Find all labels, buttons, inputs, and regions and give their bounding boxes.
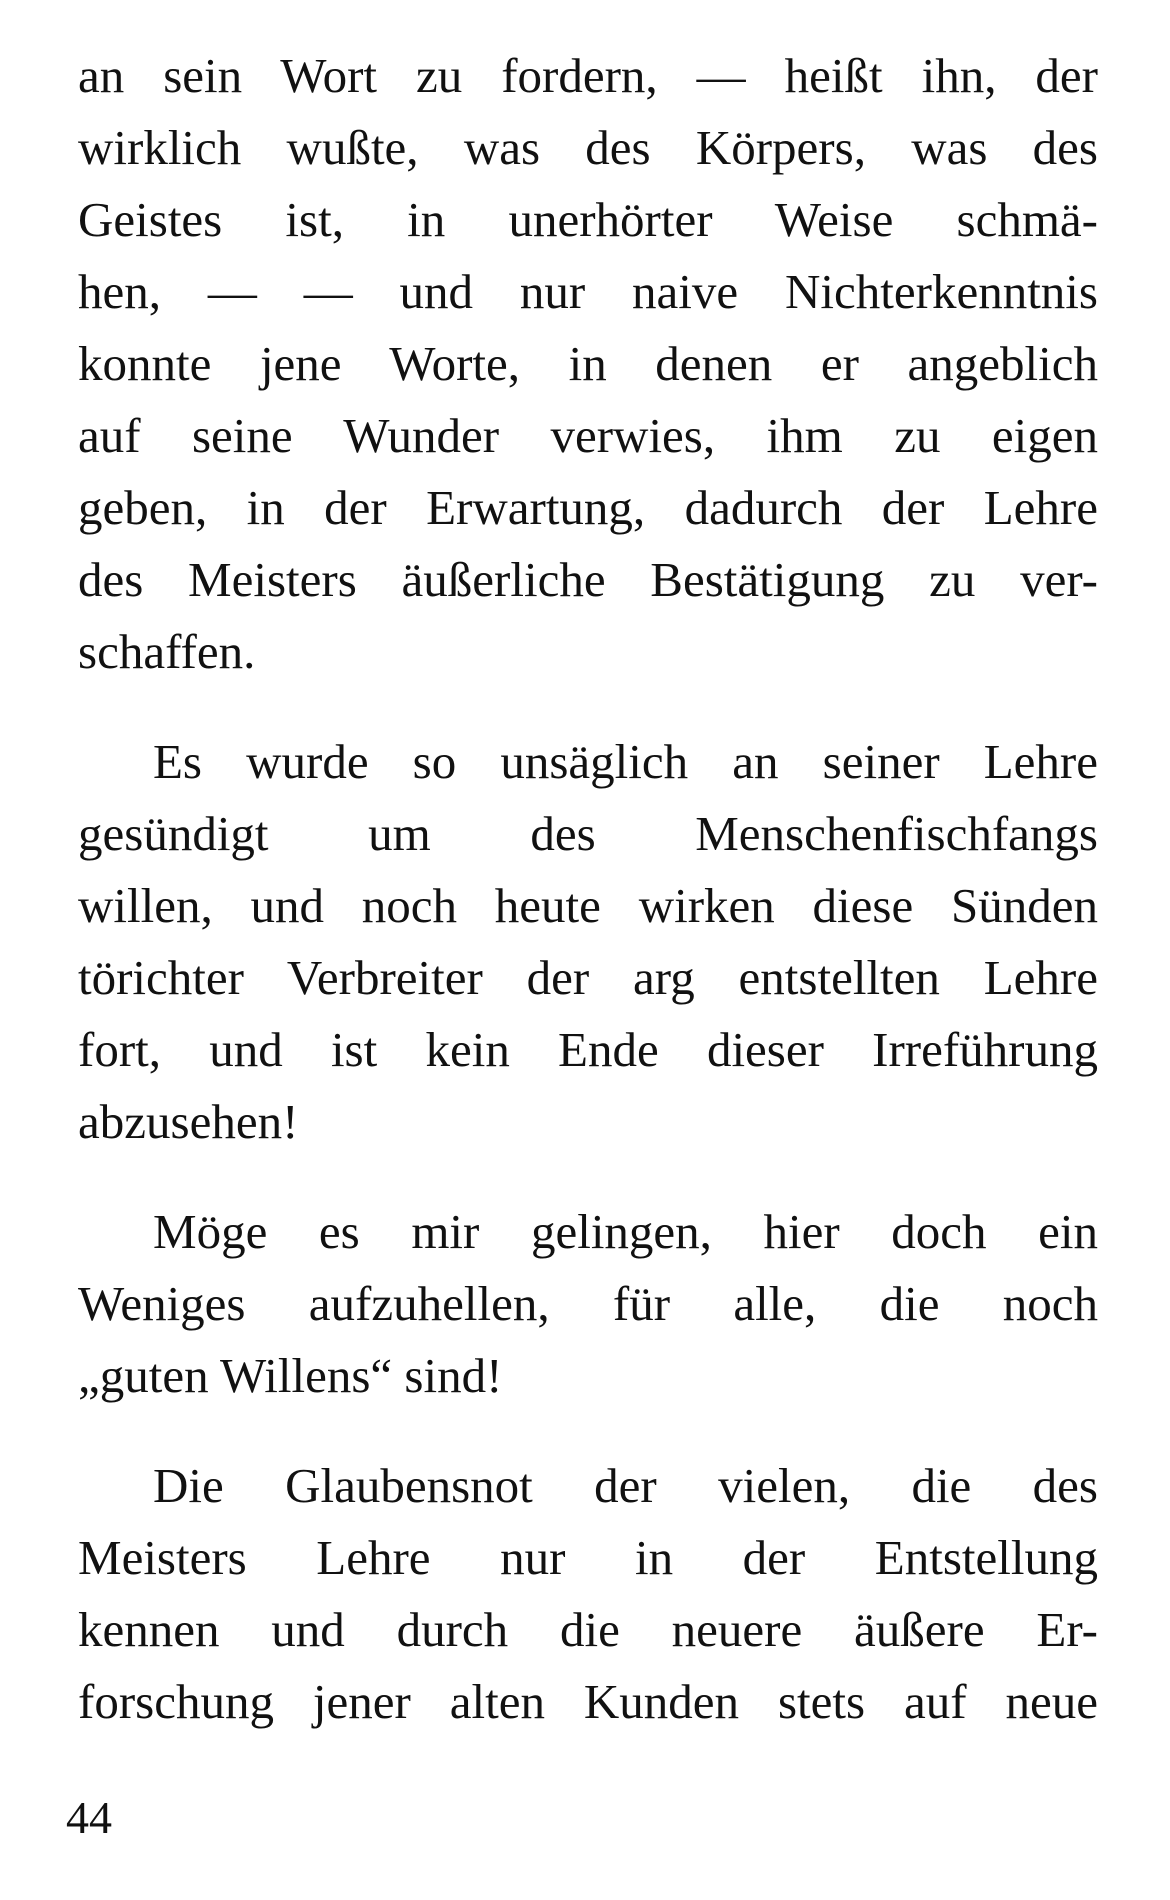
- text-line: törichter Verbreiter der arg entstellten Lehre: [78, 950, 1098, 1005]
- paragraph: [78, 40, 1098, 688]
- text-line: abzusehen!: [78, 1094, 299, 1149]
- paragraph-spacer: [78, 1412, 1098, 1450]
- page-number: 44: [66, 1792, 112, 1843]
- text-line: an sein Wort zu fordern, — heißt ihn, der: [78, 48, 1098, 103]
- text-line: auf seine Wunder verwies, ihm zu eigen: [78, 408, 1098, 463]
- text-line: Geistes ist, in unerhörter Weise schmä-: [78, 192, 1098, 247]
- text-line: geben, in der Erwartung, dadurch der Lehre: [78, 480, 1098, 535]
- text-line: fort, und ist kein Ende dieser Irreführung: [78, 1022, 1098, 1077]
- text-line: hen, — — und nur naive Nichterkenntnis: [78, 264, 1098, 319]
- text-line: Möge es mir gelingen, hier doch ein: [153, 1204, 1098, 1259]
- body-text: [78, 40, 1098, 1738]
- text-line: willen, und noch heute wirken diese Sünden: [78, 878, 1098, 933]
- paragraph-spacer: [78, 688, 1098, 726]
- text-line: Meisters Lehre nur in der Entstellung: [78, 1530, 1098, 1585]
- text-line: Es wurde so unsäglich an seiner Lehre: [153, 734, 1098, 789]
- text-line: gesündigt um des Menschenfischfangs: [78, 806, 1098, 861]
- text-line: wirklich wußte, was des Körpers, was des: [78, 120, 1098, 175]
- paragraph: [78, 726, 1098, 1158]
- text-line: des Meisters äußerliche Bestätigung zu ver-: [78, 552, 1098, 607]
- text-line: schaffen.: [78, 624, 256, 679]
- text-line: forschung jener alten Kunden stets auf neue: [78, 1674, 1098, 1729]
- text-line: „guten Willens“ sind!: [78, 1348, 503, 1403]
- text-line: Weniges aufzuhellen, für alle, die noch: [78, 1276, 1098, 1331]
- paragraph: [78, 1450, 1098, 1738]
- text-line: Die Glaubensnot der vielen, die des: [153, 1458, 1098, 1513]
- paragraph: [78, 1196, 1098, 1412]
- text-line: konnte jene Worte, in denen er angeblich: [78, 336, 1098, 391]
- paragraph-spacer: [78, 1158, 1098, 1196]
- text-line: kennen und durch die neuere äußere Er-: [78, 1602, 1098, 1657]
